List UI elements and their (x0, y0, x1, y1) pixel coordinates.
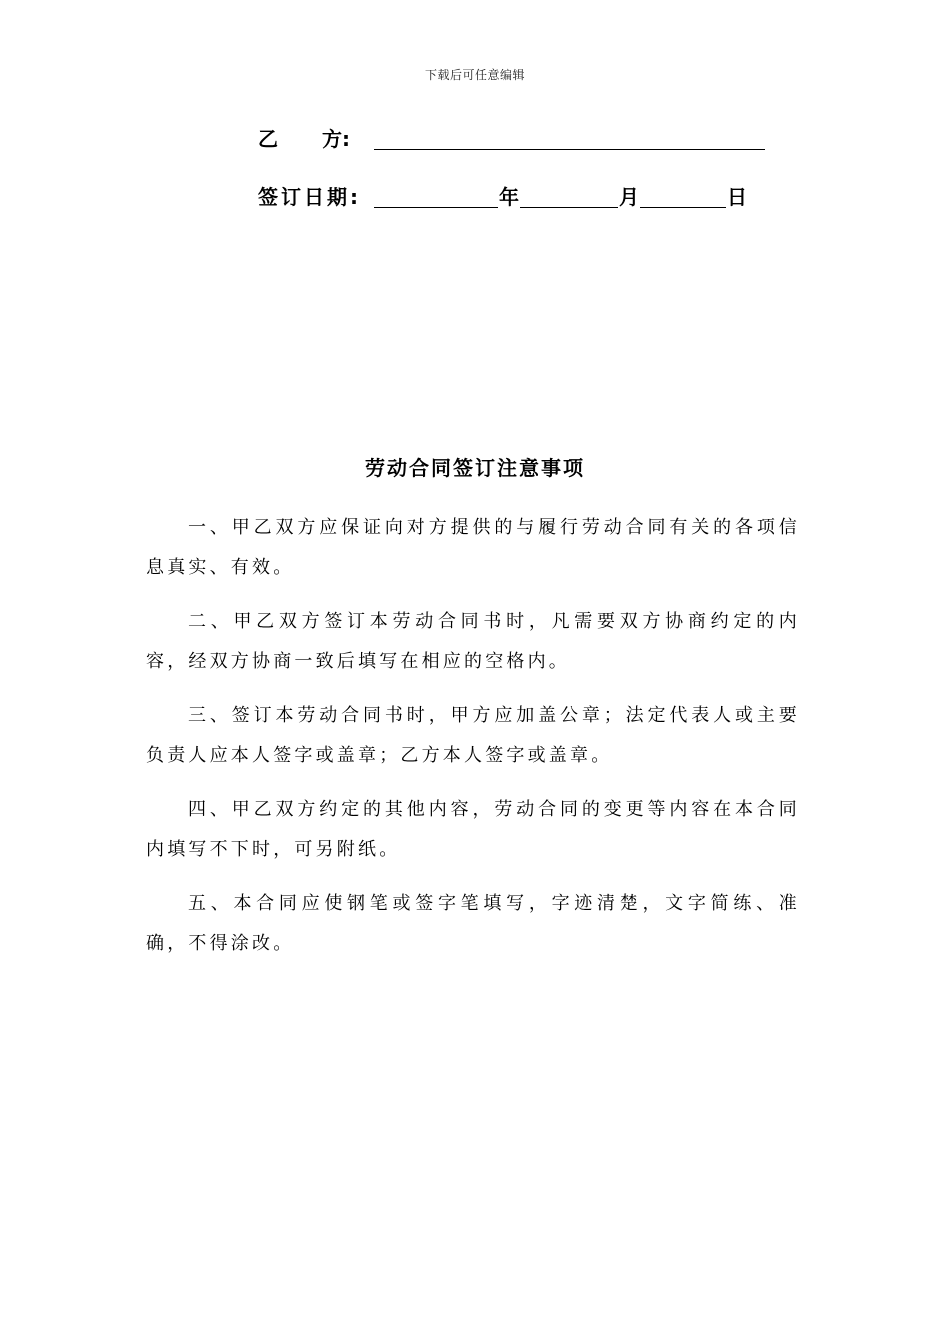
month-unit: 月 (619, 185, 639, 209)
page-header-note: 下载后可任意编辑 (424, 68, 525, 82)
signing-date-label: 签订日期: (258, 185, 361, 209)
party-b-label-char: 乙 (258, 127, 278, 151)
signing-date-row (258, 180, 748, 210)
note-item-5: 五、本合同应使钢笔或签字笔填写，字迹清楚，文字简练、准确，不得涂改。 (146, 893, 800, 954)
day-blank-line[interactable] (640, 181, 726, 208)
party-b-label-suffix: 方: (322, 127, 350, 151)
day-unit: 日 (727, 185, 747, 209)
month-blank-line[interactable] (520, 181, 618, 208)
party-b-label (258, 123, 374, 152)
year-blank-line[interactable] (374, 181, 498, 208)
party-b-blank-line[interactable] (374, 123, 765, 150)
note-item-4: 四、甲乙双方约定的其他内容，劳动合同的变更等内容在本合同内填写不下时，可另附纸。 (146, 799, 800, 860)
notes-list (146, 508, 800, 978)
note-item-2: 二、甲乙双方签订本劳动合同书时，凡需要双方协商约定的内容，经双方协商一致后填写在相应的空格内。 (146, 611, 800, 672)
note-item-1: 一、甲乙双方应保证向对方提供的与履行劳动合同有关的各项信息真实、有效。 (146, 517, 800, 578)
section-title: 劳动合同签订注意事项 (365, 456, 585, 480)
note-item-3: 三、签订本劳动合同书时，甲方应加盖公章；法定代表人或主要负责人应本人签字或盖章；乙方本人签字或盖章。 (146, 705, 800, 766)
year-unit: 年 (499, 185, 519, 209)
party-b-signature-row (258, 122, 765, 152)
